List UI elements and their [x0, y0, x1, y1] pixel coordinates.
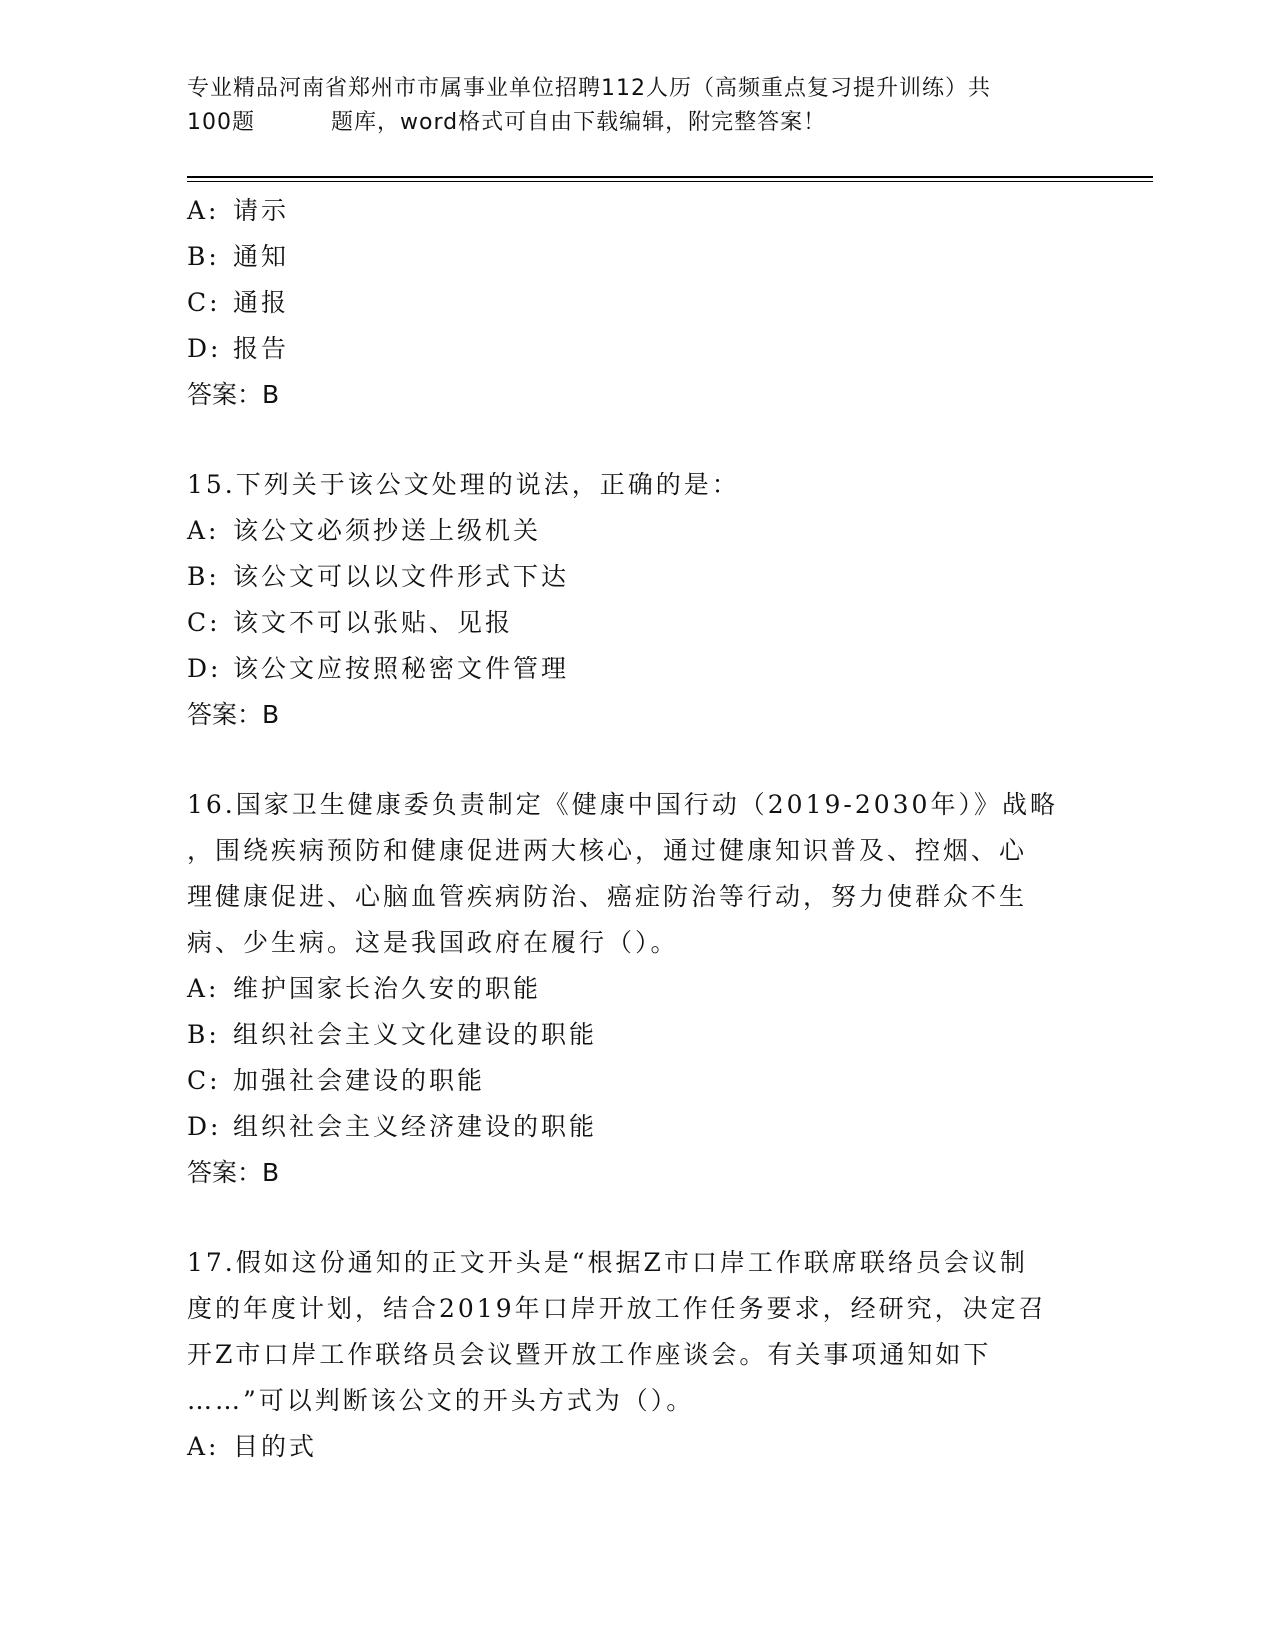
option-c: C: 加强社会建设的职能: [187, 1066, 486, 1095]
document-header: [187, 72, 1087, 140]
header-count: 100题: [187, 110, 255, 135]
question-stem-line: 16.国家卫生健康委负责制定《健康中国行动（2019-2030年）》战略: [187, 790, 1058, 819]
answer-line: 答案：B: [187, 380, 280, 409]
question-stem-line: 开Z市口岸工作联络员会议暨开放工作座谈会。有关事项通知如下: [187, 1340, 992, 1369]
question-stem-line: 理健康促进、心脑血管疾病防治、癌症防治等行动，努力使群众不生: [187, 882, 1028, 911]
question-stem-line: 17.假如这份通知的正文开头是“根据Z市口岸工作联席联络员会议制: [187, 1248, 1028, 1277]
answer-line: 答案：B: [187, 1158, 280, 1187]
option-c: C: 该文不可以张贴、见报: [187, 608, 514, 637]
option-d: D: 该公文应按照秘密文件管理: [187, 654, 570, 683]
option-a: A: 请示: [187, 196, 290, 225]
question-15: [187, 462, 1087, 738]
header-title-line-1: 专业精品河南省郑州市市属事业单位招聘112人历（高频重点复习提升训练）共: [187, 76, 991, 101]
option-b: B: 组织社会主义文化建设的职能: [187, 1020, 598, 1049]
question-stem-line: ，围绕疾病预防和健康促进两大核心，通过健康知识普及、控烟、心: [187, 836, 1028, 865]
header-divider-thick: [187, 176, 1153, 178]
option-d: D: 报告: [187, 334, 290, 363]
question-list: [187, 188, 1087, 1470]
option-a: A: 目的式: [187, 1432, 318, 1461]
question-14: [187, 188, 1087, 418]
option-d: D: 组织社会主义经济建设的职能: [187, 1112, 598, 1141]
question-stem-line: ……”可以判断该公文的开头方式为（）。: [187, 1386, 695, 1415]
header-description: 题库，word格式可自由下载编辑，附完整答案！: [331, 110, 827, 135]
option-c: C: 通报: [187, 288, 290, 317]
header-title-line-2: [187, 106, 1087, 140]
header-divider-thin: [187, 181, 1153, 182]
question-stem: 15.下列关于该公文处理的说法，正确的是：: [187, 470, 740, 499]
question-16: [187, 782, 1087, 1196]
question-stem-line: 病、少生病。这是我国政府在履行（）。: [187, 928, 679, 957]
option-a: A: 维护国家长治久安的职能: [187, 974, 542, 1003]
option-b: B: 该公文可以以文件形式下达: [187, 562, 570, 591]
answer-line: 答案：B: [187, 700, 280, 729]
option-a: A: 该公文必须抄送上级机关: [187, 516, 542, 545]
question-stem-line: 度的年度计划，结合2019年口岸开放工作任务要求，经研究，决定召: [187, 1294, 1047, 1323]
question-17: [187, 1240, 1087, 1470]
option-b: B: 通知: [187, 242, 290, 271]
